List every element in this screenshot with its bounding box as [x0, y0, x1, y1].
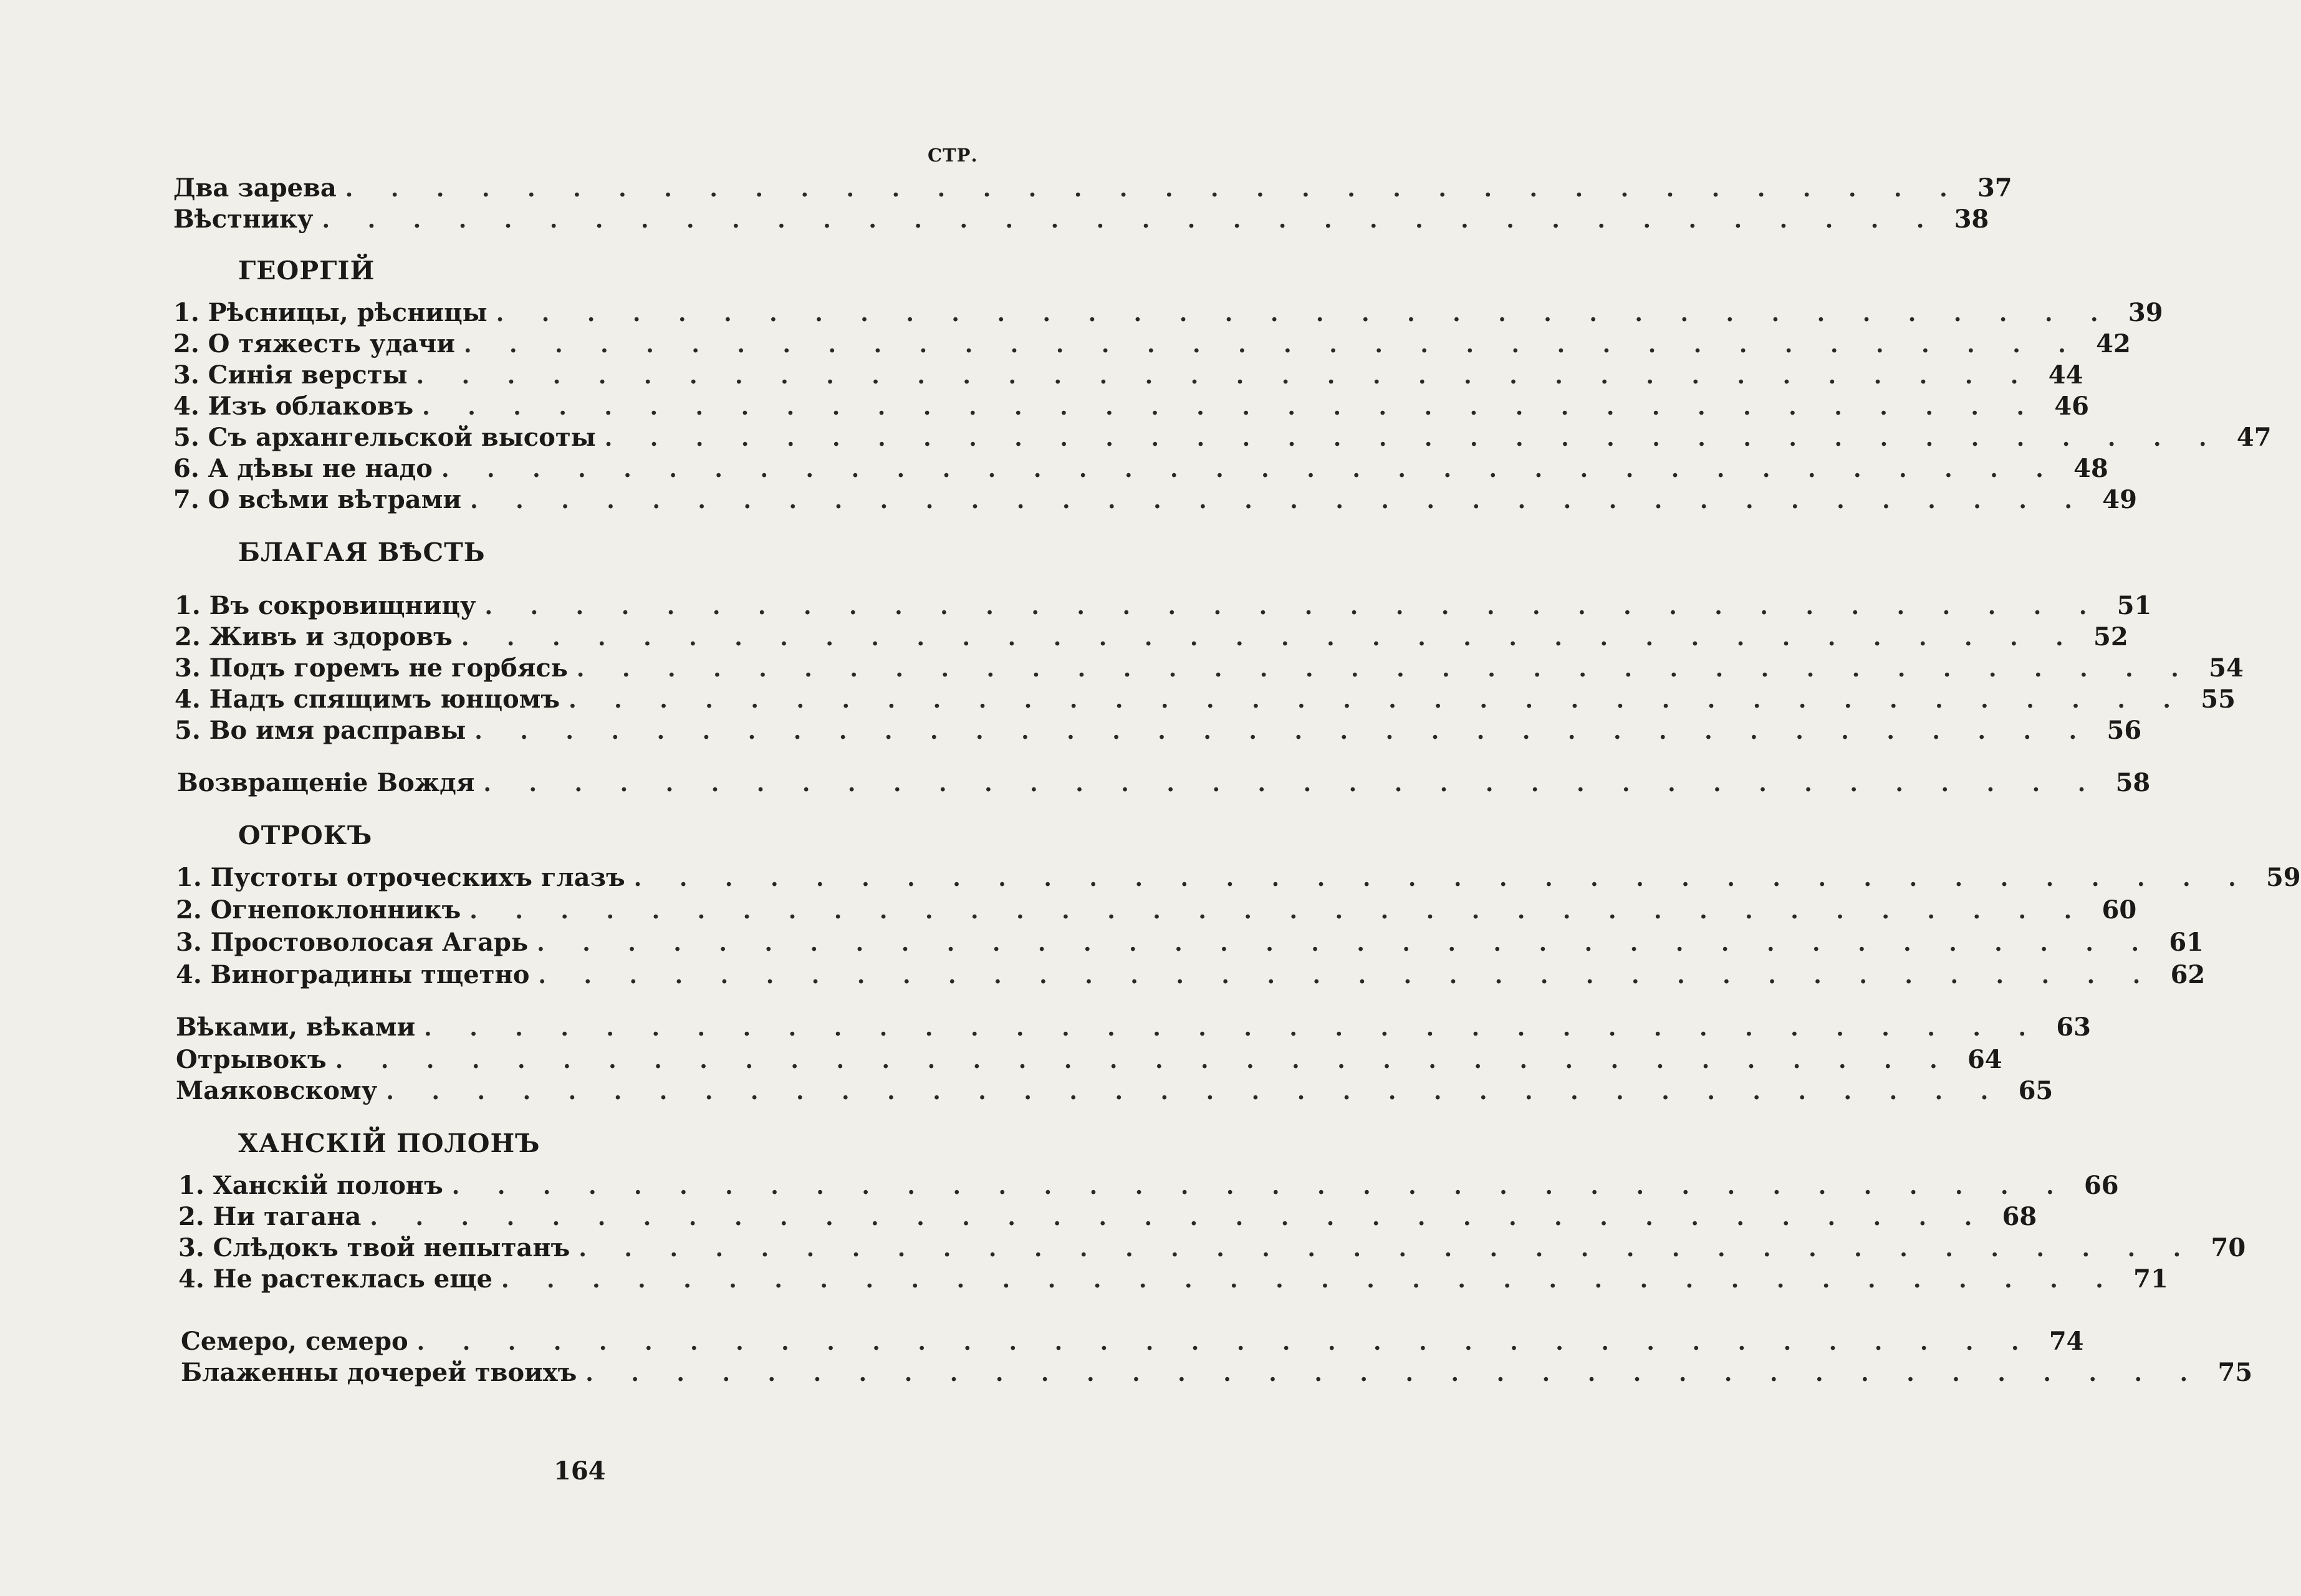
- dot-leader: . . . . . . . . . . . . . . . . . . . . . . . . . . . . . . . . . . . .: [370, 1204, 1987, 1231]
- toc-entry-page: 62: [2170, 960, 2206, 989]
- toc-entry-page: 70: [2211, 1233, 2246, 1262]
- toc-entry-page: 61: [2169, 928, 2204, 957]
- toc-entry-title: 3. Простоволосая Агарь: [176, 928, 529, 957]
- toc-entry-title: 1. Ханскій полонъ: [178, 1171, 443, 1200]
- toc-entry-page: 37: [1977, 173, 2012, 203]
- toc-entry-title: 3. Подъ горемъ не горбясь: [175, 653, 568, 683]
- dot-leader: . . . . . . . . . . . . . . . . . . . . . . . . . . . . . . . . . . . .: [416, 1329, 2034, 1355]
- dot-leader: . . . . . . . . . . . . . . . . . . . . . . . . . . . . . . . . . . . .: [424, 1015, 2041, 1041]
- toc-entry-page: 47: [2236, 423, 2272, 452]
- toc-entry: [173, 329, 2131, 360]
- toc-entry: [175, 622, 2128, 653]
- toc-entry-title: 1. Пустоты отроческихъ глазъ: [176, 863, 625, 892]
- toc-entry: [176, 863, 2301, 894]
- toc-entry-page: 46: [2054, 392, 2089, 421]
- toc-entry-title: 2. Огнепоклонникъ: [176, 895, 461, 925]
- toc-entry-page: 59: [2265, 863, 2301, 892]
- dot-leader: . . . . . . . . . . . . . . . . . . . . . . . . . . . . . . . . . . . .: [469, 898, 2087, 924]
- toc-entry-title: 4. Виноградины тщетно: [176, 960, 530, 989]
- toc-entry-title: Отрывокъ: [176, 1045, 327, 1074]
- toc-entry-title: Два зарева: [173, 173, 337, 203]
- dot-leader: . . . . . . . . . . . . . . . . . . . . . . . . . . . . . . . . . . . .: [335, 1047, 1953, 1074]
- toc-entry-page: 71: [2133, 1264, 2168, 1294]
- toc-entry: [176, 928, 2204, 959]
- toc-entry-page: 51: [2116, 591, 2152, 620]
- toc-entry-page: 75: [2217, 1358, 2253, 1387]
- toc-entry-page: 44: [2048, 360, 2083, 390]
- toc-entry-page: 65: [2018, 1076, 2054, 1105]
- toc-entry: [173, 204, 1989, 236]
- dot-leader: . . . . . . . . . . . . . . . . . . . . . . . . . . . . . . . . . . . .: [474, 718, 2092, 744]
- toc-entry-title: 2. Ни тагана: [178, 1202, 362, 1231]
- toc-entry: [178, 1264, 2168, 1296]
- toc-entry-title: 5. Съ архангельской высоты: [173, 423, 596, 452]
- toc-entry-title: 7. О всѣми вѣтрами: [173, 485, 462, 514]
- toc-entry-page: 55: [2201, 685, 2236, 714]
- toc-entry-title: 3. Синія версты: [173, 360, 408, 390]
- dot-leader: . . . . . . . . . . . . . . . . . . . . . . . . . . . . . . . . . . . .: [451, 1173, 2069, 1199]
- toc-entry-title: 2. Живъ и здоровъ: [175, 622, 453, 651]
- dot-leader: . . . . . . . . . . . . . . . . . . . . . . . . . . . . . . . . . . . .: [537, 930, 2154, 956]
- toc-entry-page: 58: [2115, 768, 2151, 797]
- toc-entry: [181, 1327, 2084, 1358]
- dot-leader: . . . . . . . . . . . . . . . . . . . . . . . . . . . . . . . . . . . .: [484, 594, 2102, 620]
- toc-entry-page: 54: [2209, 653, 2244, 683]
- dot-leader: . . . . . . . . . . . . . . . . . . . . . . . . . . . . . . . . . . . .: [633, 865, 2251, 892]
- toc-entry: [173, 423, 2272, 454]
- toc-entry-title: 2. О тяжесть удачи: [173, 329, 455, 358]
- toc-entry: [173, 454, 2108, 485]
- dot-leader: . . . . . . . . . . . . . . . . . . . . . . . . . . . . . . . . . . . .: [483, 771, 2101, 797]
- toc-entry-title: Семеро, семеро: [181, 1327, 408, 1356]
- dot-leader: . . . . . . . . . . . . . . . . . . . . . . . . . . . . . . . . . . . .: [585, 1360, 2203, 1387]
- toc-entry: [175, 653, 2244, 685]
- dot-leader: . . . . . . . . . . . . . . . . . . . . . . . . . . . . . . . . . . . .: [604, 425, 2222, 451]
- toc-entry-page: 63: [2056, 1012, 2091, 1042]
- dot-leader: . . . . . . . . . . . . . . . . . . . . . . . . . . . . . . . . . . . .: [470, 488, 2087, 514]
- toc-entry-title: 1. Рѣсницы, рѣсницы: [173, 298, 488, 327]
- toc-entry-title: Маяковскому: [176, 1076, 378, 1105]
- toc-entry-page: 64: [1967, 1045, 2002, 1074]
- section-heading: ХАНСКІЙ ПОЛОНЪ: [238, 1128, 540, 1158]
- dot-leader: . . . . . . . . . . . . . . . . . . . . . . . . . . . . . . . . . . . .: [386, 1079, 2004, 1105]
- toc-entry-title: 4. Не растеклась еще: [178, 1264, 492, 1294]
- section-heading: ОТРОКЪ: [238, 820, 373, 850]
- toc-entry: [173, 360, 2083, 392]
- dot-leader: . . . . . . . . . . . . . . . . . . . . . . . . . . . . . . . . . . . .: [345, 176, 1962, 202]
- toc-entry-title: 4. Надъ спящимъ юнцомъ: [175, 685, 560, 714]
- page-number: 164: [554, 1456, 606, 1486]
- toc-entry: [175, 685, 2236, 716]
- dot-leader: . . . . . . . . . . . . . . . . . . . . . . . . . . . . . . . . . . . .: [569, 687, 2186, 713]
- toc-entry: [173, 485, 2137, 516]
- dot-leader: . . . . . . . . . . . . . . . . . . . . . . . . . . . . . . . . . . . .: [501, 1267, 2118, 1293]
- toc-entry: [178, 1202, 2037, 1233]
- dot-leader: . . . . . . . . . . . . . . . . . . . . . . . . . . . . . . . . . . . .: [538, 963, 2156, 989]
- toc-entry: [178, 1233, 2246, 1264]
- page-column-header: СТР.: [928, 145, 978, 166]
- dot-leader: . . . . . . . . . . . . . . . . . . . . . . . . . . . . . . . . . . . .: [576, 656, 2194, 682]
- toc-entry: [176, 1012, 2091, 1044]
- dot-leader: . . . . . . . . . . . . . . . . . . . . . . . . . . . . . . . . . . . .: [461, 625, 2078, 651]
- toc-entry-page: 48: [2073, 454, 2108, 483]
- dot-leader: . . . . . . . . . . . . . . . . . . . . . . . . . . . . . . . . . . . .: [422, 394, 2039, 420]
- toc-entry-title: Возвращеніе Вождя: [177, 768, 475, 797]
- toc-entry-title: 1. Въ сокровищницу: [175, 591, 476, 620]
- toc-entry: [178, 1171, 2119, 1202]
- toc-entry: [176, 895, 2137, 926]
- toc-entry: [173, 173, 2012, 204]
- toc-entry-page: 56: [2106, 716, 2142, 745]
- toc-entry: [181, 1358, 2253, 1389]
- toc-entry-title: 4. Изъ облаковъ: [173, 392, 414, 421]
- dot-leader: . . . . . . . . . . . . . . . . . . . . . . . . . . . . . . . . . . . .: [416, 363, 2034, 389]
- toc-entry-page: 49: [2102, 485, 2137, 514]
- toc-entry-title: Блаженны дочерей твоихъ: [181, 1358, 577, 1387]
- section-heading: БЛАГАЯ ВѢСТЬ: [238, 537, 486, 567]
- toc-entry: [175, 591, 2152, 622]
- toc-entry-title: 3. Слѣдокъ твой непытанъ: [178, 1233, 570, 1262]
- toc-entry: [176, 1045, 2002, 1076]
- toc-entry-page: 68: [2002, 1202, 2037, 1231]
- toc-entry-page: 74: [2049, 1327, 2084, 1356]
- toc-entry-page: 38: [1954, 204, 1989, 234]
- toc-entry: [173, 298, 2163, 329]
- toc-entry-title: 5. Во имя расправы: [175, 716, 466, 745]
- dot-leader: . . . . . . . . . . . . . . . . . . . . . . . . . . . . . . . . . . . .: [441, 456, 2058, 483]
- toc-entry-title: 6. А дѣвы не надо: [173, 454, 433, 483]
- dot-leader: . . . . . . . . . . . . . . . . . . . . . . . . . . . . . . . . . . . .: [322, 207, 1939, 233]
- toc-entry-title: Вѣками, вѣками: [176, 1012, 416, 1042]
- toc-entry-title: Вѣстнику: [173, 204, 314, 234]
- toc-entry: [173, 392, 2089, 423]
- toc-entry-page: 39: [2128, 298, 2163, 327]
- dot-leader: . . . . . . . . . . . . . . . . . . . . . . . . . . . . . . . . . . . .: [463, 332, 2081, 358]
- toc-entry: [176, 960, 2206, 991]
- dot-leader: . . . . . . . . . . . . . . . . . . . . . . . . . . . . . . . . . . . .: [496, 300, 2113, 327]
- toc-entry-page: 42: [2096, 329, 2131, 358]
- toc-entry-page: 60: [2102, 895, 2137, 925]
- toc-entry: [175, 716, 2142, 747]
- toc-entry: [177, 768, 2151, 799]
- toc-entry-page: 52: [2093, 622, 2128, 651]
- section-heading: ГЕОРГІЙ: [238, 256, 375, 286]
- toc-entry: [176, 1076, 2054, 1107]
- toc-entry-page: 66: [2083, 1171, 2119, 1200]
- dot-leader: . . . . . . . . . . . . . . . . . . . . . . . . . . . . . . . . . . . .: [579, 1236, 2196, 1262]
